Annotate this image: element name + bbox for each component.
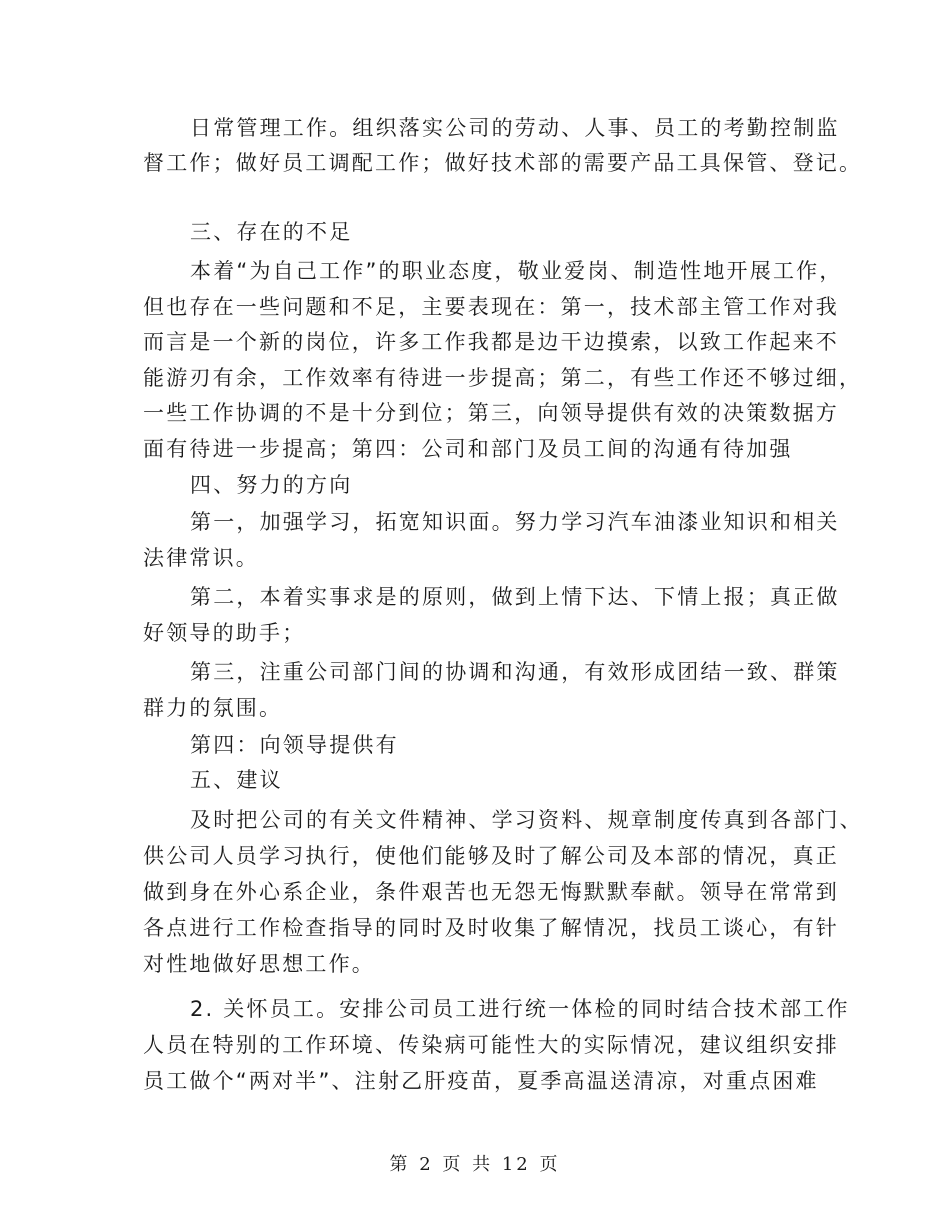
text-line: 供公司人员学习执行，使他们能够及时了解公司及本部的情况，真正 (143, 844, 839, 868)
text-line: 员工做个“两对半”、注射乙肝疫苗，夏季高温送清凉，对重点困难 (143, 1069, 819, 1093)
text-line: 面有待进一步提高；第四：公司和部门及员工间的沟通有待加强 (143, 437, 793, 461)
text-line: 法律常识。 (143, 546, 259, 570)
text-line: 能游刃有余，工作效率有待进一步提高；第二，有些工作还不够过细， (143, 366, 863, 390)
section-heading: 五、建议 (190, 768, 283, 792)
text-line: 各点进行工作检查指导的同时及时收集了解情况，找员工谈心，有针 (143, 916, 839, 940)
section-heading: 三、存在的不足 (190, 220, 353, 244)
text-line: 一些工作协调的不是十分到位；第三，向领导提供有效的决策数据方 (143, 401, 839, 425)
text-line: 而言是一个新的岗位，许多工作我都是边干边摸索，以致工作起来不 (143, 330, 839, 354)
text-line: 第四：向领导提供有 (190, 733, 399, 757)
text-line: 第三，注重公司部门间的协调和沟通，有效形成团结一致、群策 (190, 660, 840, 684)
text-line: 群力的氛围。 (143, 696, 283, 720)
text-line: 人员在特别的工作环境、传染病可能性大的实际情况，建议组织安排 (143, 1033, 839, 1057)
text-line: 2. 关怀员工。安排公司员工进行统一体检的同时结合技术部工作 (190, 997, 850, 1021)
text-line: 第一，加强学习，拓宽知识面。努力学习汽车油漆业知识和相关 (190, 510, 840, 534)
text-line: 对性地做好思想工作。 (143, 952, 375, 976)
section-heading: 四、努力的方向 (190, 473, 353, 497)
text-line: 及时把公司的有关文件精神、学习资料、规章制度传真到各部门、 (190, 808, 863, 832)
page-number-footer: 第 2 页 共 12 页 (389, 1154, 561, 1175)
text-line: 但也存在一些问题和不足，主要表现在：第一，技术部主管工作对我 (143, 295, 839, 319)
text-line: 第二，本着实事求是的原则，做到上情下达、下情上报；真正做 (190, 585, 840, 609)
text-line: 好领导的助手； (143, 621, 306, 645)
text-line: 做到身在外心系企业，条件艰苦也无怨无悔默默奉献。领导在常常到 (143, 880, 839, 904)
text-line: 本着“为自己工作”的职业态度，敬业爱岗、制造性地开展工作， (190, 259, 843, 283)
text-line: 日常管理工作。组织落实公司的劳动、人事、员工的考勤控制监 (190, 116, 840, 140)
text-line: 督工作；做好员工调配工作；做好技术部的需要产品工具保管、登记。 (143, 151, 863, 175)
